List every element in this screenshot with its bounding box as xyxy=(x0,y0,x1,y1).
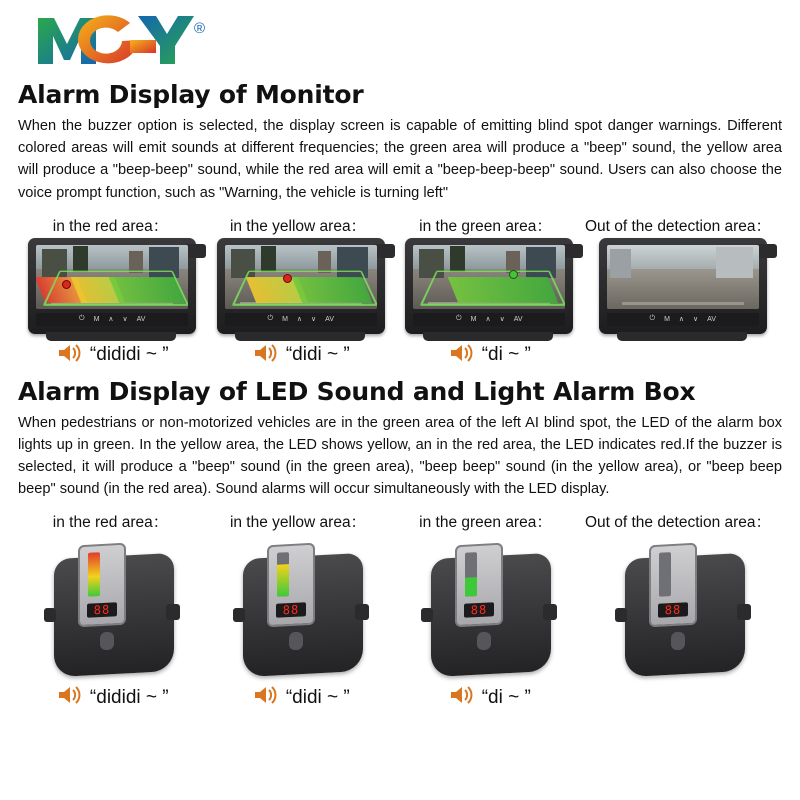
section-body-monitor: When the buzzer option is selected, the display screen is capable of emitting blind spot danger warnings. Different colored areas will emit sounds at different frequencies; the green area will produce a "beep" sound, the yellow area will produce a "beep-beep" sound, while the red area will emit a "beep-beep-beep" sound. Users can also choose the voice prompt function, such as "Warning, the vehicle is turning left" xyxy=(18,118,782,201)
caption-yellow-area: in the yellow area： xyxy=(229,514,367,532)
monitor-device xyxy=(217,238,385,334)
section-title-led: Alarm Display of LED Sound and Light Alarm Box xyxy=(18,376,696,406)
led-captions xyxy=(18,510,782,532)
led-box-knob xyxy=(289,632,303,651)
led-box-knob xyxy=(100,632,114,651)
monitor-button-down[interactable]: ∨ xyxy=(693,316,699,324)
sound-red xyxy=(18,342,207,369)
led-box-red xyxy=(18,534,207,676)
monitor-button-av[interactable]: AV xyxy=(513,315,523,323)
monitor-button-bar xyxy=(225,313,377,326)
led-box-yellow xyxy=(207,534,396,676)
monitor-button-power[interactable]: ⏻ xyxy=(267,315,274,323)
led-bar xyxy=(277,552,289,597)
led-box-face xyxy=(267,543,315,628)
monitor-button-power[interactable]: ⏻ xyxy=(79,315,85,323)
speaker-icon xyxy=(56,342,82,369)
monitor-screen xyxy=(225,245,377,309)
monitor-device xyxy=(599,238,767,334)
led-digit-display: 88 xyxy=(276,603,306,619)
monitor-button-down[interactable]: ∨ xyxy=(499,316,505,324)
monitor-button-down[interactable]: ∨ xyxy=(122,316,128,324)
sound-yellow xyxy=(207,684,396,711)
caption-yellow-area: in the yellow area： xyxy=(229,217,367,235)
sound-label: “di ~ ” xyxy=(481,686,531,708)
led-box-mount-right xyxy=(737,604,751,620)
caption-green-area: in the green area： xyxy=(419,217,552,235)
caption-red-area: in the red area： xyxy=(52,217,169,235)
zone-overlay xyxy=(225,245,377,309)
monitor-captions xyxy=(18,214,782,236)
led-bar xyxy=(659,552,671,597)
monitor-button-down[interactable]: ∨ xyxy=(311,316,317,324)
monitor-button-av[interactable]: AV xyxy=(707,315,716,323)
sound-label: “dididi ~ ” xyxy=(89,344,169,366)
led-digit-display: 88 xyxy=(464,603,494,619)
monitor-button-up[interactable]: ∧ xyxy=(108,316,114,324)
caption-out-of-detection: Out of the detection area： xyxy=(584,217,772,235)
registered-mark: ® xyxy=(194,20,206,37)
monitor-button-menu[interactable]: M xyxy=(664,315,670,323)
logo-mark xyxy=(34,10,194,73)
led-alarm-box xyxy=(619,534,747,676)
led-box-knob xyxy=(477,632,491,651)
monitor-button-up[interactable]: ∧ xyxy=(485,316,491,324)
monitor-button-menu[interactable]: M xyxy=(93,315,100,323)
target-dot xyxy=(62,280,71,289)
led-alarm-box xyxy=(425,534,553,676)
led-box-mount-left xyxy=(615,608,627,622)
led-box-mount-right xyxy=(543,604,557,620)
monitor-screen xyxy=(413,245,565,309)
speaker-icon xyxy=(252,684,278,711)
led-box-knob xyxy=(671,632,685,651)
monitor-button-bar xyxy=(36,313,188,326)
led-box-mount-left xyxy=(233,608,245,622)
led-box-face xyxy=(78,543,126,628)
speaker-icon xyxy=(448,342,474,369)
led-box-face xyxy=(649,543,697,628)
speaker-icon xyxy=(252,342,278,369)
zone-overlay xyxy=(413,245,565,309)
led-box-mount-left xyxy=(421,608,433,622)
led-sound-row xyxy=(18,684,782,711)
led-alarm-box xyxy=(48,534,176,676)
sound-green xyxy=(395,684,584,711)
monitor-green xyxy=(395,238,584,334)
caption-red-area: in the red area： xyxy=(52,514,169,532)
led-alarm-box xyxy=(237,534,365,676)
monitor-row xyxy=(18,238,782,334)
led-digit-display: 88 xyxy=(658,603,688,619)
led-digit-display: 88 xyxy=(87,603,117,619)
mcy-logo-icon xyxy=(34,10,194,68)
led-bar xyxy=(465,552,477,597)
led-box-row xyxy=(18,534,782,676)
led-box-green xyxy=(395,534,584,676)
brand-logo xyxy=(18,0,782,78)
monitor-sound-row xyxy=(18,342,782,369)
monitor-button-bar xyxy=(413,313,565,326)
monitor-no-detection xyxy=(584,238,782,334)
monitor-button-menu[interactable]: M xyxy=(282,315,288,323)
monitor-button-menu[interactable]: M xyxy=(470,315,477,323)
speaker-icon xyxy=(448,684,474,711)
led-box-face xyxy=(455,543,503,628)
led-box-mount-right xyxy=(166,604,180,620)
speaker-icon xyxy=(56,684,82,711)
target-dot xyxy=(509,270,518,279)
monitor-button-up[interactable]: ∧ xyxy=(678,316,685,324)
led-box-mount-left xyxy=(44,608,56,622)
monitor-stand xyxy=(423,332,553,341)
caption-out-of-detection: Out of the detection area： xyxy=(584,514,772,532)
monitor-button-av[interactable]: AV xyxy=(136,315,146,323)
sound-label: “di ~ ” xyxy=(481,344,531,366)
caption-green-area: in the green area： xyxy=(419,514,552,532)
sound-yellow xyxy=(207,342,396,369)
sound-label: “dididi ~ ” xyxy=(89,686,169,708)
sound-label: “didi ~ ” xyxy=(285,686,350,708)
monitor-button-av[interactable]: AV xyxy=(325,315,334,323)
target-dot xyxy=(283,274,292,283)
led-box-off xyxy=(584,534,782,676)
zone-overlay xyxy=(36,245,188,309)
monitor-stand xyxy=(46,332,176,341)
monitor-button-power[interactable]: ⏻ xyxy=(456,315,462,323)
sound-label: “didi ~ ” xyxy=(285,344,350,366)
section-body-led: When pedestrians or non-motorized vehicles are in the green area of the left AI blind spot, the LED of the alarm box lights up in green. In the yellow area, the LED shows yellow, an in the red area, the LED indicates red.If the buzzer is selected, it will produce a "beep" sound (in the green area), "beep beep" sound (in the yellow area), or "beep beep beep" sound (in the red area). Sound alarms will occur simultaneously with the LED display. xyxy=(18,414,782,498)
sound-red xyxy=(18,684,207,711)
monitor-button-bar xyxy=(607,313,759,326)
monitor-device xyxy=(28,238,196,334)
led-box-mount-right xyxy=(355,604,369,620)
monitor-yellow xyxy=(207,238,396,334)
monitor-device xyxy=(405,238,573,334)
sound-green xyxy=(395,342,584,369)
monitor-button-power[interactable]: ⏻ xyxy=(649,315,656,323)
monitor-red xyxy=(18,238,207,334)
monitor-screen xyxy=(607,245,759,309)
monitor-screen xyxy=(36,245,188,309)
monitor-stand xyxy=(617,332,747,341)
monitor-button-up[interactable]: ∧ xyxy=(296,316,303,324)
section-title-monitor: Alarm Display of Monitor xyxy=(18,80,364,109)
led-bar xyxy=(88,552,100,597)
monitor-stand xyxy=(235,332,365,341)
